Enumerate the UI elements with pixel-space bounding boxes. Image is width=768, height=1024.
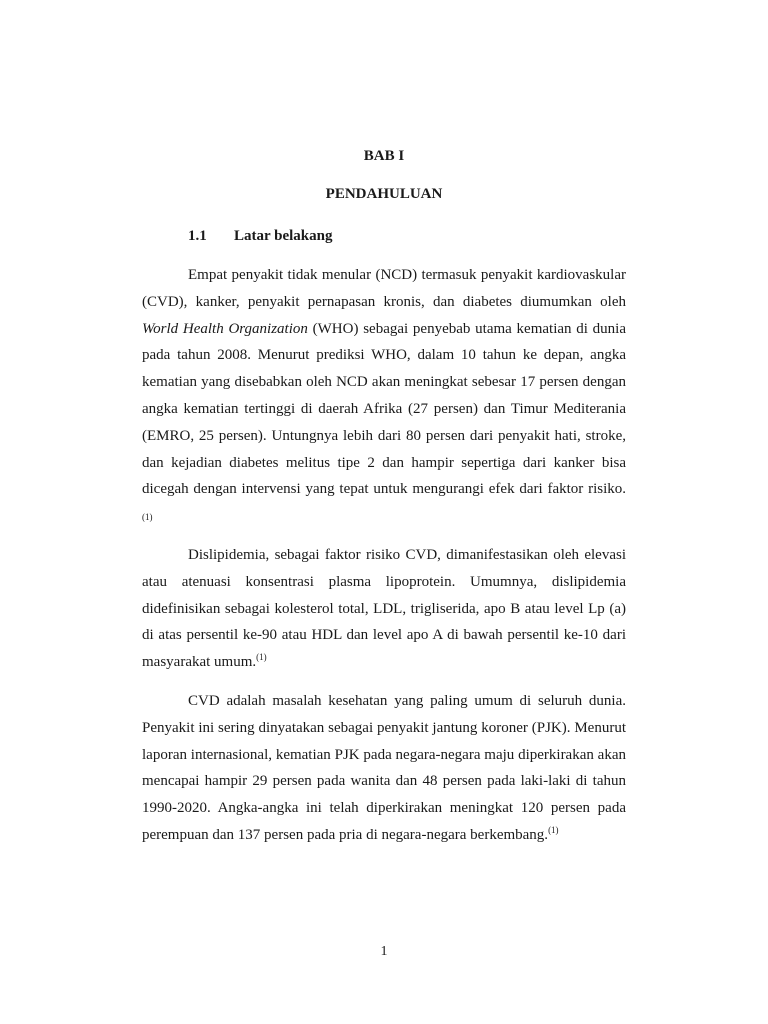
page-number: 1 xyxy=(380,944,388,959)
section-heading xyxy=(188,228,333,245)
chapter-subtitle: PENDAHULUAN xyxy=(325,186,443,202)
paragraph-1-text-b: (WHO) sebagai penyebab utama kematian di dunia pada tahun 2008. Menurut prediksi WHO, dalam 10 tahun ke depan, angka kematian yang disebabkan oleh NCD akan meningkat sebesar 17 persen dengan angka kematian tertinggi di daerah Afrika (27 persen) dan Timur Mediterania (EMRO, 25 persen). Untungnya lebih dari 80 persen dari penyakit hati, stroke, dan kejadian diabetes melitus tipe 2 dan hampir sepertiga dari kanker bisa dicegah dengan intervensi yang tepat untuk mengurangi efek dari faktor risiko. xyxy=(142,320,627,498)
section-title: Latar belakang xyxy=(234,228,333,244)
paragraph-1-italic-term: World Health Organization xyxy=(142,320,308,337)
section-number: 1.1 xyxy=(188,228,207,244)
paragraph-3-reference: (1) xyxy=(548,824,559,835)
paragraph-2-text: Dislipidemia, sebagai faktor risiko CVD, dimanifestasikan oleh elevasi atau atenuasi konsentrasi plasma lipoprotein. Umumnya, dislipidemia didefinisikan sebagai kolesterol total, LDL, trigliserida, apo B atau level Lp (a) di atas persentil ke-90 atau HDL dan level apo A di bawah persentil ke-10 dari masyarakat umum. xyxy=(142,547,626,671)
paragraph-3-text: CVD adalah masalah kesehatan yang paling umum di seluruh dunia. Penyakit ini sering dinyatakan sebagai penyakit jantung koroner (PJK). Menurut laporan internasional, kematian PJK pada negara-negara maju diperkirakan akan mencapai hampir 29 persen pada wanita dan 48 persen pada laki-laki di tahun 1990-2020. Angka-angka ini telah diperkirakan meningkat 120 persen pada perempuan dan 137 persen pada pria di negara-negara berkembang. xyxy=(142,693,626,843)
chapter-title: BAB I xyxy=(363,148,405,164)
paragraph-1 xyxy=(142,262,626,530)
paragraph-1-reference: (1) xyxy=(142,512,153,523)
paragraph-3 xyxy=(142,688,626,849)
paragraph-2 xyxy=(142,542,626,676)
paragraph-1-text-a: Empat penyakit tidak menular (NCD) termasuk penyakit kardiovaskular (CVD), kanker, penyakit pernapasan kronis, dan diabetes diumumkan oleh xyxy=(142,267,626,310)
paragraph-2-reference: (1) xyxy=(256,652,267,663)
